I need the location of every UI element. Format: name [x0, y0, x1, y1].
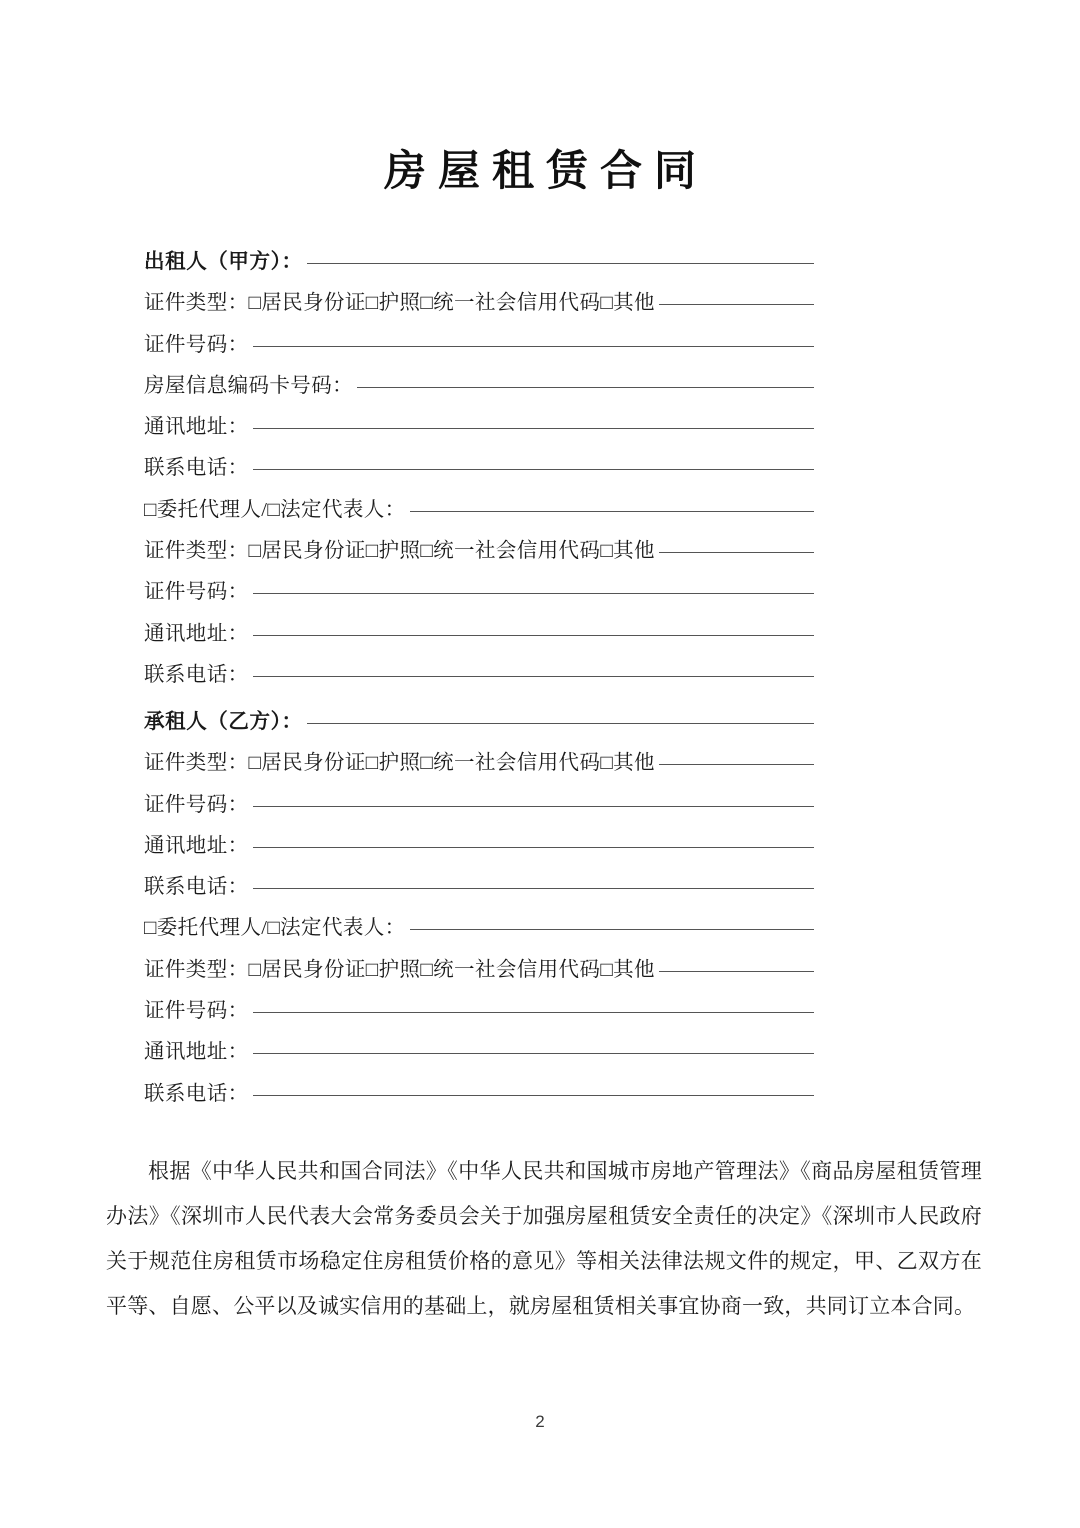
- lessor-name-blank[interactable]: [307, 263, 814, 264]
- form-row-label: 联系电话：: [144, 1082, 249, 1105]
- form-row-label: 联系电话：: [144, 457, 249, 480]
- form-row: [144, 376, 814, 417]
- form-row-blank[interactable]: [410, 511, 814, 512]
- form-row-blank[interactable]: [253, 888, 815, 889]
- form-row: [144, 500, 814, 541]
- form-row: [144, 753, 814, 794]
- form-row-blank[interactable]: [253, 469, 815, 470]
- form-row-label: 证件号码：: [144, 581, 249, 604]
- form-row: [144, 665, 814, 706]
- form-row-label: 证件类型：□居民身份证□护照□统一社会信用代码□其他: [144, 540, 655, 563]
- lessor-name-row: [144, 252, 814, 293]
- form-row: [144, 624, 814, 665]
- form-row-blank[interactable]: [253, 428, 815, 429]
- form-row-blank[interactable]: [253, 635, 815, 636]
- form-row-blank[interactable]: [659, 552, 814, 553]
- form-row-blank[interactable]: [253, 676, 815, 677]
- form-row: [144, 458, 814, 499]
- form-row: [144, 795, 814, 836]
- form-row-label: 通讯地址：: [144, 416, 249, 439]
- form-row-blank[interactable]: [659, 304, 814, 305]
- page-number: 2: [535, 1412, 545, 1431]
- form-row-label: □委托代理人/□法定代表人：: [144, 498, 406, 521]
- form-row: [144, 335, 814, 376]
- form-row-label: 证件类型：□居民身份证□护照□统一社会信用代码□其他: [144, 292, 655, 315]
- form-row: [144, 877, 814, 918]
- form-row-blank[interactable]: [410, 929, 814, 930]
- form-row-blank[interactable]: [253, 346, 815, 347]
- form-row-blank[interactable]: [253, 1095, 815, 1096]
- form-row-label: □委托代理人/□法定代表人：: [144, 917, 406, 940]
- form-row-label: 通讯地址：: [144, 1041, 249, 1064]
- form-row-blank[interactable]: [659, 764, 814, 765]
- page-title: 房屋租赁合同: [383, 149, 708, 195]
- form-row: [144, 1001, 814, 1042]
- form-row: [144, 417, 814, 458]
- form-row: [144, 1084, 814, 1125]
- preamble-paragraph: 根据《中华人民共和国合同法》《中华人民共和国城市房地产管理法》《商品房屋租赁管理办法》《深圳市人民代表大会常务委员会关于加强房屋租赁安全责任的决定》《深圳市人民政府关于规范住房租赁市场稳定住房租赁价格的意见》等相关法律法规文件的规定，甲、乙双方在平等、自愿、公平以及诚实信用的基础上，就房屋租赁相关事宜协商一致，共同订立本合同。: [106, 1159, 982, 1318]
- form-row: [144, 541, 814, 582]
- form-row-blank[interactable]: [253, 593, 815, 594]
- form-row: [144, 918, 814, 959]
- form-row-blank[interactable]: [253, 806, 815, 807]
- form-row-label: 联系电话：: [144, 876, 249, 899]
- lessee-name-label: 承租人（乙方）：: [144, 711, 303, 733]
- form-row: [144, 836, 814, 877]
- form-row: [144, 1042, 814, 1083]
- form-row-blank[interactable]: [253, 1012, 815, 1013]
- form-row: [144, 582, 814, 623]
- form-row-blank[interactable]: [659, 971, 814, 972]
- form-row-label: 通讯地址：: [144, 834, 249, 857]
- lessor-form-section: [144, 252, 814, 706]
- form-row-label: 证件类型：□居民身份证□护照□统一社会信用代码□其他: [144, 752, 655, 775]
- form-row-blank[interactable]: [357, 387, 814, 388]
- lessee-name-row: [144, 712, 814, 753]
- form-row-label: 证件类型：□居民身份证□护照□统一社会信用代码□其他: [144, 958, 655, 981]
- form-row-label: 联系电话：: [144, 663, 249, 686]
- form-row-blank[interactable]: [253, 847, 815, 848]
- form-row-label: 证件号码：: [144, 1000, 249, 1023]
- form-row-label: 证件号码：: [144, 793, 249, 816]
- form-row: [144, 293, 814, 334]
- lessee-form-section: [144, 712, 814, 1125]
- lessee-name-blank[interactable]: [307, 723, 814, 724]
- form-row-blank[interactable]: [253, 1053, 815, 1054]
- form-row: [144, 960, 814, 1001]
- lessor-name-label: 出租人（甲方）：: [144, 251, 303, 273]
- form-row-label: 通讯地址：: [144, 622, 249, 645]
- form-row-label: 房屋信息编码卡号码：: [144, 374, 353, 397]
- form-row-label: 证件号码：: [144, 333, 249, 356]
